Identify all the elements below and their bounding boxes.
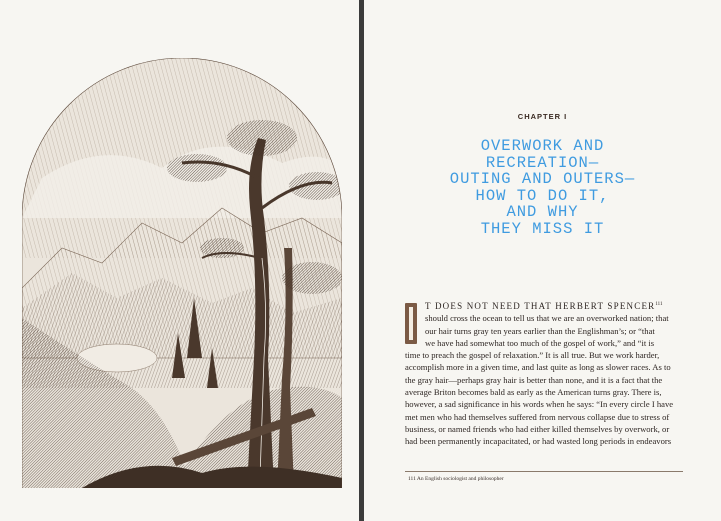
first-line-text: T DOES NOT NEED THAT HERBERT SPENCER: [425, 301, 656, 311]
body-line: business, or named friends who had either killed themselves by overwork, or: [405, 423, 670, 434]
footnote-divider: [405, 471, 683, 472]
footnote: 111 An English sociologist and philosopher: [408, 476, 504, 482]
chapter-title: [364, 138, 721, 238]
body-line: average Briton becomes bald as early as the American turns gray. There is,: [405, 387, 662, 398]
title-line: OUTING AND OUTERS—: [449, 170, 636, 189]
body-line: our hair turns gray ten years earlier than the Englishman’s; or “that: [425, 325, 655, 336]
landscape-illustration: [22, 58, 342, 488]
body-line: should cross the ocean to tell us that we are an overworked nation; that: [425, 313, 669, 324]
title-line: HOW TO DO IT,: [475, 186, 610, 205]
title-line: THEY MISS IT: [480, 219, 605, 238]
footnote-reference[interactable]: 111: [655, 302, 663, 307]
title-line: RECREATION—: [485, 153, 600, 172]
body-line: time to preach the gospel of relaxation.” It is all true. But we work harder,: [405, 350, 660, 361]
left-page: [0, 0, 359, 521]
body-line: met men who had themselves suffered from nervous collapse due to stress of: [405, 411, 670, 422]
body-line: had been permanently incapacitated, or had wasted long periods in endeavors: [405, 436, 672, 447]
chapter-body: [405, 299, 684, 448]
body-line: the gray hair—perhaps gray hair is better than none, and it is a fact that the: [405, 374, 663, 385]
title-line: OVERWORK AND: [480, 137, 605, 155]
drop-cap-i: [405, 303, 417, 344]
chapter-label: CHAPTER I: [517, 112, 568, 121]
body-line: accomplish more in a given time, and last quite as long as slower races. As to: [405, 362, 671, 373]
right-page: [364, 0, 721, 521]
body-line-first: [405, 299, 684, 312]
title-line: AND WHY: [506, 203, 579, 222]
body-line: we have had somewhat too much of the gospel of work,” and “it is: [425, 337, 655, 348]
body-line: however, a sad significance in his words when he says: “In every circle I have: [405, 399, 674, 410]
